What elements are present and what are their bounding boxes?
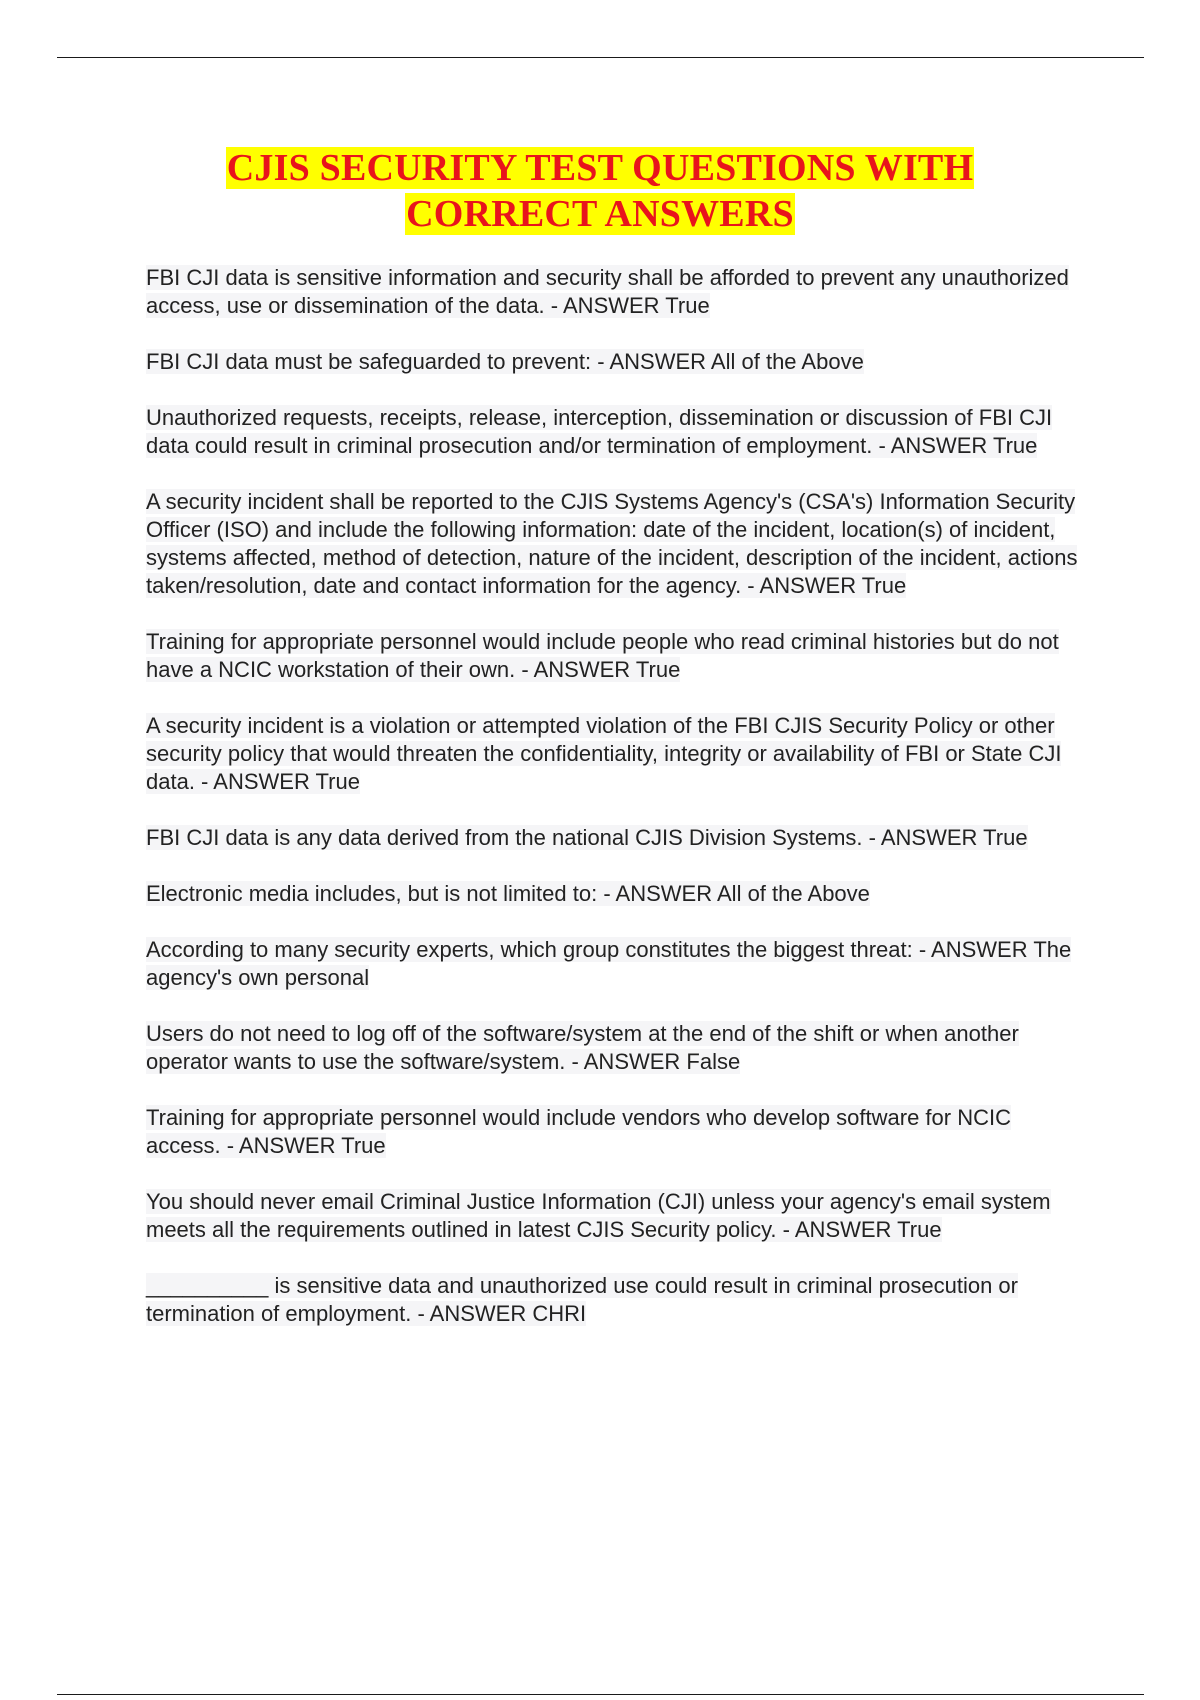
qa-item [146,264,1086,320]
qa-text: Users do not need to log off of the software/system at the end of the shift or when another operator wants to use the software/system. - ANSWER False [146,1021,1019,1074]
qa-item [146,628,1086,684]
qa-item [146,348,1086,376]
qa-item [146,712,1086,796]
qa-text: A security incident is a violation or attempted violation of the FBI CJIS Security Policy or other security policy that would threaten the confidentiality, integrity or availability of FBI or State CJI data. - ANSWER True [146,713,1062,794]
title-line-1: CJIS SECURITY TEST QUESTIONS WITH [226,147,974,189]
qa-text: FBI CJI data is sensitive information and security shall be afforded to prevent any unauthorized access, use or dissemination of the data. - ANSWER True [146,265,1069,318]
top-rule [57,57,1144,58]
qa-text: FBI CJI data is any data derived from the national CJIS Division Systems. - ANSWER True [146,825,1028,850]
qa-item [146,880,1086,908]
qa-text: FBI CJI data must be safeguarded to prevent: - ANSWER All of the Above [146,349,864,374]
qa-item [146,404,1086,460]
qa-item [146,824,1086,852]
document-title [0,145,1200,237]
qa-text: __________ is sensitive data and unauthorized use could result in criminal prosecution or termination of employment. - ANSWER CHRI [146,1273,1018,1326]
qa-text: Training for appropriate personnel would include people who read criminal histories but do not have a NCIC workstation of their own. - ANSWER True [146,629,1059,682]
qa-text: You should never email Criminal Justice Information (CJI) unless your agency's email system meets all the requirements outlined in latest CJIS Security policy. - ANSWER True [146,1189,1051,1242]
qa-list [146,264,1086,1356]
bottom-rule [57,1694,1144,1695]
qa-text: A security incident shall be reported to the CJIS Systems Agency's (CSA's) Information Security Officer (ISO) and include the following information: date of the incident, location(s) of incident, systems affected, method of detection, nature of the incident, description of the incident, actions taken/resolution, date and contact information for the agency. - ANSWER True [146,489,1078,598]
qa-item [146,488,1086,600]
qa-item [146,1020,1086,1076]
qa-item [146,936,1086,992]
qa-item [146,1272,1086,1328]
title-line-2: CORRECT ANSWERS [406,193,794,235]
qa-text: Unauthorized requests, receipts, release, interception, dissemination or discussion of FBI CJI data could result in criminal prosecution and/or termination of employment. - ANSWER True [146,405,1053,458]
qa-text: Training for appropriate personnel would include vendors who develop software for NCIC access. - ANSWER True [146,1105,1011,1158]
qa-text: According to many security experts, which group constitutes the biggest threat: - ANSWER The agency's own personal [146,937,1072,990]
qa-item [146,1104,1086,1160]
qa-item [146,1188,1086,1244]
qa-text: Electronic media includes, but is not limited to: - ANSWER All of the Above [146,881,870,906]
